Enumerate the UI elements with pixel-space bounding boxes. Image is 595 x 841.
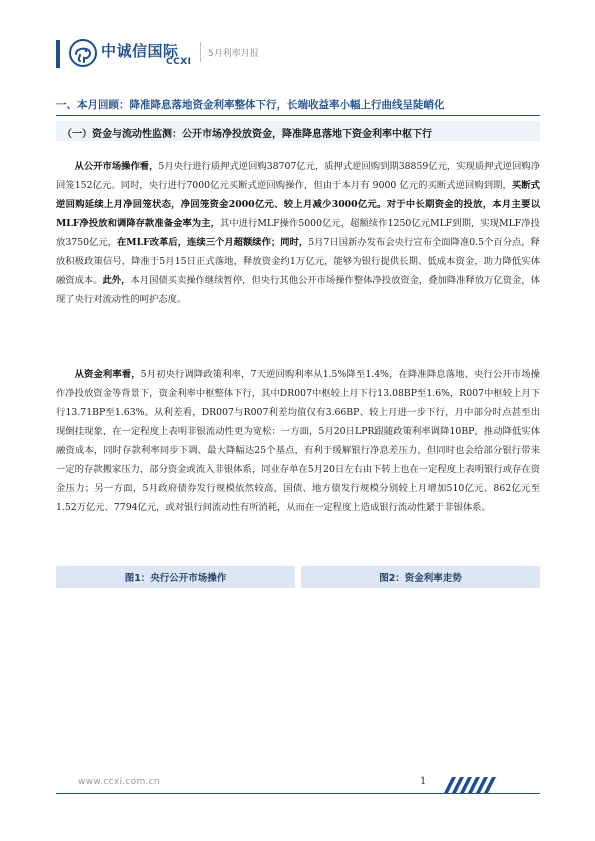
emphasis-text: 此外， (102, 275, 131, 287)
ccxi-logo (68, 36, 198, 72)
emphasis-text: 从公开市场操作看， (74, 161, 159, 173)
subsection-title: （一）资金与流动性监测：公开市场净投放资金，降准降息落地下资金利率中枢下行 (62, 129, 432, 140)
paragraph-funding-rates (56, 365, 540, 517)
section-divider (56, 115, 540, 116)
header-divider (200, 42, 201, 62)
body-text: 本月国债买卖操作继续暂停，但央行其他公开市场操作整体净投放资金，叠加降准释放万亿资金，体现了央行对流动性的呵护态度。 (56, 275, 540, 306)
header-accent-bar (56, 40, 60, 68)
paragraph-open-market-operations (56, 157, 540, 309)
emphasis-text: 从资金利率看， (74, 369, 141, 381)
page-header (0, 0, 595, 80)
body-text: 5月初央行调降政策利率，7天逆回购利率从1.5%降至1.4%，在降准降息落地、央行公开市场操作净投放资金等背景下，资金利率中枢整体下行，其中DR007中枢较上月下行13.08BP至1.6%，R007中枢较上月下行13.71BP至1.63%。从利差看，DR007与R007利差均值仅有3.66BP、较上月进一步下行，月中部分时点甚至出现倒挂现象，在一定程度上表明非银流动性更为宽松：一方面，5月20日LPR跟随政策利率调降10BP，推动降低实体融资成本，同时存款利率同步下调、最大降幅达25个基点，有利于缓解银行净息差压力，但同时也会给部分银行带来一定的存款搬家压力，部分资金或流入非银体系，同业存单在5月20日左右由下转上也在一定程度上表明银行或存在资金压力；另一方面，5月政府债券发行规模依然较高，国债、地方债发行规模分别较上月增加510亿元、862亿元至1.52万亿元、7794亿元，或对银行间流动性有所消耗，从而在一定程度上造成银行流动性紧于非银体系。 (56, 369, 540, 514)
body-text: 5月7日国新办发布会央行宣布全面降准0.5个百分点，释放积极政策信号，降准于5月15日正式落地，释放资金约1万亿元，能够为银行提供长期、低成本资金，助力降低实体融资成本。 (56, 237, 540, 287)
elephant-logo-icon (68, 38, 98, 68)
section-title: 一、本月回顾：降准降息落地资金利率整体下行，长端收益率小幅上行曲线呈陡峭化 (56, 99, 445, 111)
footer-stripes-decoration (434, 773, 540, 793)
body-text: 5月央行进行质押式逆回购38707亿元，质押式逆回购到期38859亿元，实现质押式逆回购净回笼152亿元。同时，央行进行7000亿元买断式逆回购操作，但由于本月有 9000 亿元的买断式逆回购到期， (56, 161, 540, 192)
report-type-label: 5月利率月报 (208, 49, 259, 59)
figure-1-caption: 图1：央行公开市场操作 (56, 566, 295, 588)
footer-divider (56, 793, 540, 794)
logo-chinese-name: 中诚信国际 (101, 42, 179, 60)
footer-website-link[interactable]: www.ccxi.com.cn (78, 777, 160, 787)
emphasis-text: 买断式逆回购延续上月净回笼状态，净回笼资金2000亿元、较上月减少3000亿元。对于中长期资金的投放，本月主要以MLF净投放和调降存款准备金率为主， (56, 180, 540, 230)
figure-2-caption: 图2：资金利率走势 (301, 566, 540, 588)
figure-caption-row (56, 566, 540, 588)
page-number: 1 (420, 776, 427, 787)
body-text: 其中进行MLF操作5000亿元，超额续作1250亿元MLF到期，实现MLF净投放3750亿元， (56, 218, 540, 249)
logo-english-name: CCXI (166, 57, 192, 67)
emphasis-text: 在MLF改革后，连续三个月超额续作；同时， (116, 237, 309, 249)
